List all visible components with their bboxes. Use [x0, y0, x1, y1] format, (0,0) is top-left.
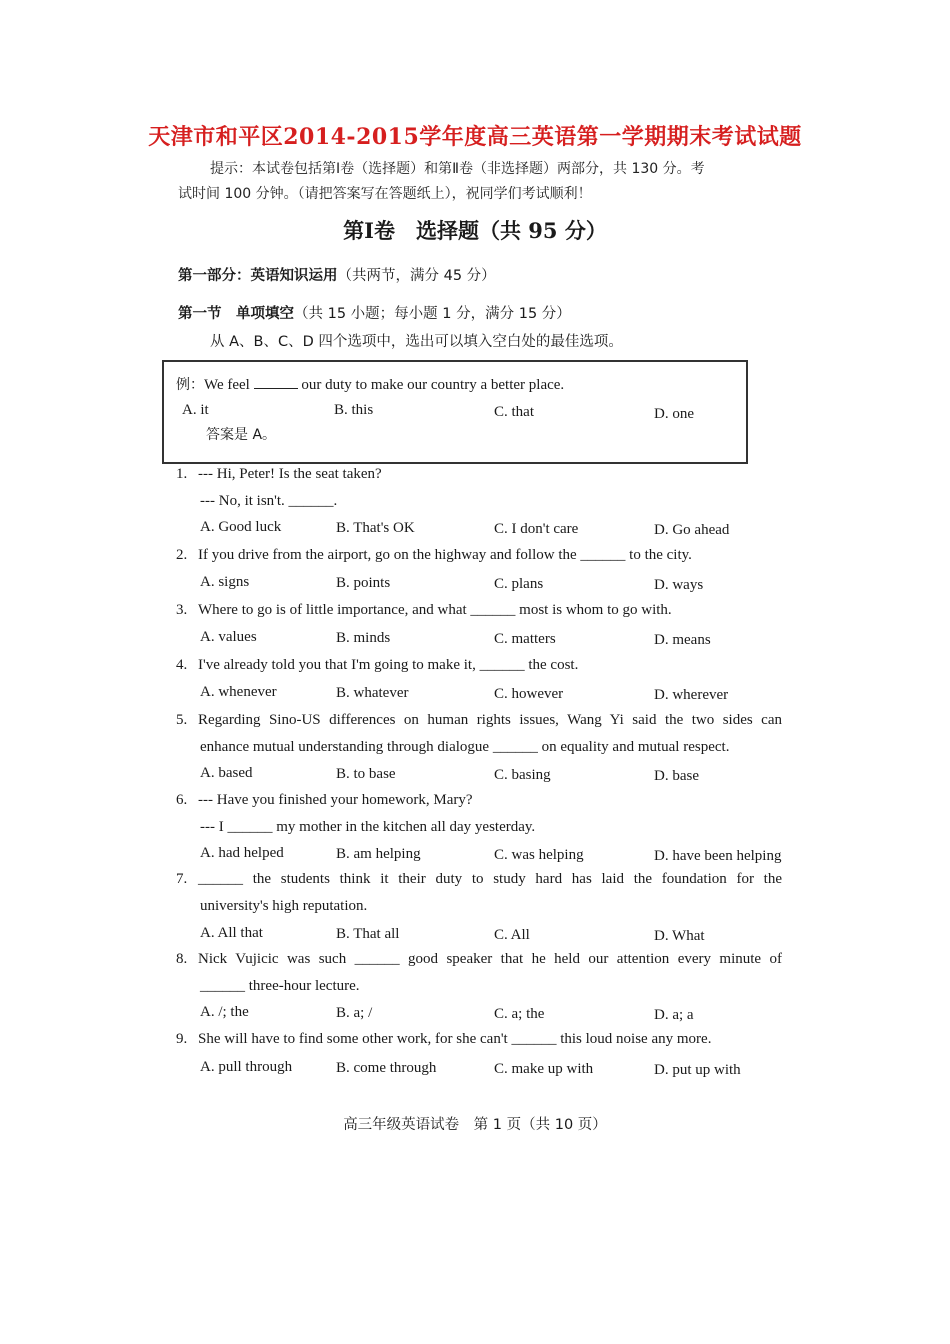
- example-box: [162, 360, 748, 464]
- question-stem-4: [176, 657, 578, 674]
- part-one-heading: [178, 264, 496, 285]
- question-stem-9: [176, 1031, 711, 1048]
- question-9-option-c: C. make up with: [494, 1061, 594, 1077]
- question-text: If you drive from the airport, go on the highway and follow the ______ to the city.: [198, 547, 692, 563]
- question-4-option-c: C. however: [494, 686, 564, 702]
- question-1-option-a: A. Good luck: [200, 519, 282, 535]
- question-number: 3.: [176, 602, 188, 618]
- question-3-option-d: D. means: [654, 632, 711, 648]
- question-2-option-c: C. plans: [494, 576, 544, 592]
- question-6-option-b: B. am helping: [336, 846, 421, 862]
- question-text-continued: --- I ______ my mother in the kitchen all day yesterday.: [200, 819, 536, 835]
- question-text: She will have to find some other work, for she can't ______ this loud noise any more.: [198, 1031, 712, 1047]
- question-7-option-c: C. All: [494, 927, 530, 943]
- question-8-option-c: C. a; the: [494, 1006, 545, 1022]
- question-4-option-b: B. whatever: [336, 685, 409, 701]
- question-stem-8: [176, 951, 782, 968]
- question-number: 4.: [176, 657, 188, 673]
- question-text: I've already told you that I'm going to make it, ______ the cost.: [198, 657, 579, 673]
- question-stem-2: [176, 547, 692, 564]
- question-number: 1.: [176, 466, 188, 482]
- page-footer: 高三年级英语试卷 第 1 页（共 10 页）: [343, 1117, 607, 1133]
- question-8-option-b: B. a; /: [336, 1005, 373, 1021]
- question-9-option-b: B. come through: [336, 1060, 437, 1076]
- example-label: 例：: [176, 377, 204, 393]
- example-option-d: D. one: [654, 406, 694, 422]
- question-7-option-b: B. That all: [336, 926, 400, 942]
- question-3-option-a: A. values: [200, 629, 257, 645]
- section-one-label: 第一节 单项填空: [178, 306, 294, 322]
- question-7-option-a: A. All that: [200, 925, 263, 941]
- question-text: --- Hi, Peter! Is the seat taken?: [198, 466, 382, 482]
- question-text-continued: university's high reputation.: [200, 898, 368, 914]
- question-stem-5: [176, 712, 782, 729]
- question-4-option-a: A. whenever: [200, 684, 277, 700]
- question-5-option-d: D. base: [654, 768, 699, 784]
- blank: [254, 376, 298, 389]
- exam-title: 天津市和平区2014-2015学年度高三英语第一学期期末考试试题: [148, 124, 802, 150]
- example-stem-post: our duty to make our country a better place.: [301, 377, 565, 393]
- question-2-option-b: B. points: [336, 575, 391, 591]
- question-number: 8.: [176, 951, 188, 967]
- section-one-detail: （共 15 小题；每小题 1 分，满分 15 分）: [294, 306, 571, 322]
- question-text: ______ the students think it their duty to study hard has laid the foundation for the: [198, 871, 782, 887]
- section-title: 第Ⅰ卷 选择题（共 95 分）: [343, 218, 607, 243]
- part-one-detail: （共两节，满分 45 分）: [337, 268, 496, 284]
- question-3-option-b: B. minds: [336, 630, 391, 646]
- example-answer: 答案是 A。: [206, 427, 277, 443]
- example-option-c: C. that: [494, 404, 534, 420]
- instruction: 从 A、B、C、D 四个选项中，选出可以填入空白处的最佳选项。: [210, 334, 623, 350]
- question-text: Nick Vujicic was such ______ good speaker that he held our attention every minute of: [198, 951, 782, 967]
- question-number: 2.: [176, 547, 188, 563]
- question-5-option-a: A. based: [200, 765, 253, 781]
- question-text-continued: enhance mutual understanding through dialogue ______ on equality and mutual respect.: [200, 739, 730, 755]
- question-stem-1: [176, 466, 382, 483]
- question-text: --- Have you finished your homework, Mary?: [198, 792, 473, 808]
- question-text: Regarding Sino-US differences on human rights issues, Wang Yi said the two sides can: [198, 712, 782, 728]
- question-number: 7.: [176, 871, 188, 887]
- question-stem-6: [176, 792, 473, 809]
- question-7-option-d: D. What: [654, 928, 705, 944]
- question-9-option-a: A. pull through: [200, 1059, 293, 1075]
- question-1-option-c: C. I don't care: [494, 521, 579, 537]
- question-text-continued: --- No, it isn't. ______.: [200, 493, 338, 509]
- question-6-option-d: D. have been helping: [654, 848, 782, 864]
- example-option-b: B. this: [334, 402, 374, 418]
- tip-line-2: 试时间 100 分钟。（请把答案写在答题纸上），祝同学们考试顺利！: [178, 186, 592, 202]
- question-1-option-d: D. Go ahead: [654, 522, 730, 538]
- question-6-option-a: A. had helped: [200, 845, 284, 861]
- tip-line-1: 提示：本试卷包括第Ⅰ卷（选择题）和第Ⅱ卷（非选择题）两部分，共 130 分。考: [210, 161, 705, 177]
- question-text-continued: ______ three-hour lecture.: [200, 978, 360, 994]
- question-3-option-c: C. matters: [494, 631, 556, 647]
- question-number: 9.: [176, 1031, 188, 1047]
- question-text: Where to go is of little importance, and what ______ most is whom to go with.: [198, 602, 672, 618]
- question-2-option-d: D. ways: [654, 577, 704, 593]
- question-6-option-c: C. was helping: [494, 847, 584, 863]
- question-8-option-d: D. a; a: [654, 1007, 694, 1023]
- question-number: 5.: [176, 712, 188, 728]
- question-1-option-b: B. That's OK: [336, 520, 415, 536]
- question-4-option-d: D. wherever: [654, 687, 729, 703]
- example-stem: [176, 374, 564, 394]
- question-9-option-d: D. put up with: [654, 1062, 741, 1078]
- question-number: 6.: [176, 792, 188, 808]
- question-stem-3: [176, 602, 672, 619]
- example-stem-pre: We feel: [204, 377, 250, 393]
- question-2-option-a: A. signs: [200, 574, 250, 590]
- question-5-option-c: C. basing: [494, 767, 551, 783]
- section-one-heading: [178, 302, 571, 323]
- question-5-option-b: B. to base: [336, 766, 396, 782]
- question-stem-7: [176, 871, 782, 888]
- part-one-label: 第一部分：英语知识运用: [178, 268, 338, 284]
- example-option-a: A. it: [182, 402, 209, 418]
- question-8-option-a: A. /; the: [200, 1004, 249, 1020]
